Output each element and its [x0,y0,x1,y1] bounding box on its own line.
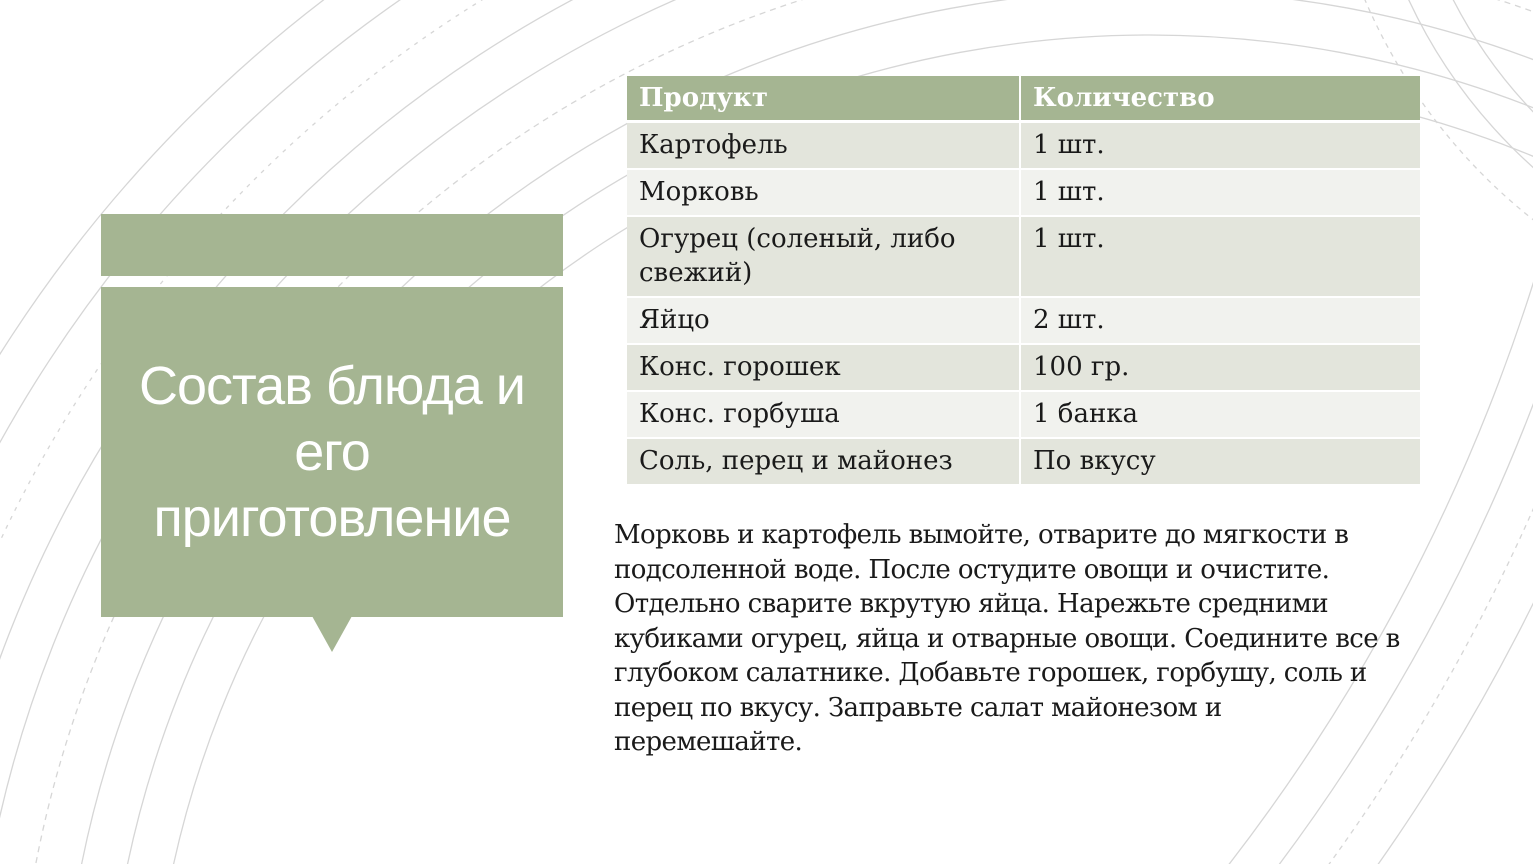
product-cell: Картофель [627,122,1020,170]
column-header-quantity: Количество [1020,76,1420,122]
table-header-row [627,76,1420,122]
table-row [627,344,1420,391]
product-cell: Конс. горбуша [627,391,1020,438]
product-cell: Конс. горошек [627,344,1020,391]
column-header-product: Продукт [627,76,1020,122]
title-box [101,287,563,617]
table-row [627,169,1420,216]
quantity-cell: 1 шт. [1020,216,1420,297]
quantity-cell: 2 шт. [1020,297,1420,344]
quantity-cell: 1 банка [1020,391,1420,438]
product-cell: Соль, перец и майонез [627,438,1020,485]
product-cell: Морковь [627,169,1020,216]
quantity-cell: По вкусу [1020,438,1420,485]
quantity-cell: 100 гр. [1020,344,1420,391]
slide-title: Состав блюда и его приготовление [139,356,525,548]
table-row [627,438,1420,485]
product-cell: Яйцо [627,297,1020,344]
accent-bar [101,214,563,276]
table-row [627,391,1420,438]
table-row [627,122,1420,170]
ingredients-table [627,76,1420,486]
quantity-cell: 1 шт. [1020,122,1420,170]
title-callout-pointer [312,616,352,652]
table-row [627,297,1420,344]
quantity-cell: 1 шт. [1020,169,1420,216]
cooking-instructions: Морковь и картофель вымойте, отварите до мягкости в подсоленной воде. После остудите овощи и очистите. Отдельно сварите вкрутую яйца. Нарежьте средними кубиками огурец, яйца и отварные овощи. Соедините все в глубоком салатнике. Добавьте горошек, горбушу, соль и перец по вкусу. Заправьте салат майонезом и перемешайте. [614,520,1400,757]
product-cell: Огурец (соленый, либо свежий) [627,216,1020,297]
table-row [627,216,1420,297]
